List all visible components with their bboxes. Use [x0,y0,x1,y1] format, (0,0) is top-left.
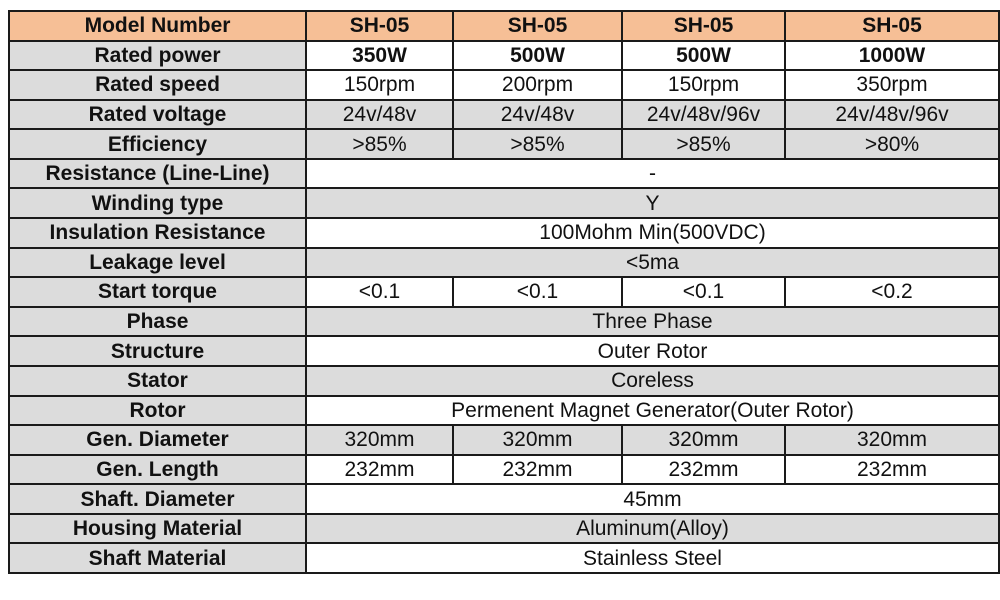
spec-row-label: Winding type [9,188,306,218]
spec-value: 320mm [785,425,999,455]
spec-row-label: Stator [9,366,306,396]
spec-value: 350rpm [785,70,999,100]
spec-value: >85% [622,129,785,159]
spec-value: 24v/48v [306,100,453,130]
spec-value: <0.1 [453,277,622,307]
spec-value: 150rpm [306,70,453,100]
spec-value: <0.2 [785,277,999,307]
spec-row [9,129,999,159]
spec-row-label: Shaft Material [9,543,306,573]
header-model-1: SH-05 [306,11,453,41]
spec-row [9,218,999,248]
header-model-3: SH-05 [622,11,785,41]
spec-value: <0.1 [306,277,453,307]
spec-row-label: Shaft. Diameter [9,484,306,514]
spec-value: <0.1 [622,277,785,307]
spec-row [9,336,999,366]
spec-row [9,514,999,544]
spec-row [9,277,999,307]
spec-row-label: Resistance (Line-Line) [9,159,306,189]
spec-row-label: Rotor [9,396,306,426]
spec-row [9,543,999,573]
spec-value: 200rpm [453,70,622,100]
spec-row-label: Phase [9,307,306,337]
spec-row-label: Rated voltage [9,100,306,130]
spec-value: 500W [453,41,622,71]
spec-value: >85% [453,129,622,159]
spec-value: 232mm [622,455,785,485]
spec-row [9,100,999,130]
spec-row [9,366,999,396]
spec-row [9,159,999,189]
spec-row-label: Rated power [9,41,306,71]
spec-row-label: Efficiency [9,129,306,159]
spec-table-body [9,11,999,573]
header-row [9,11,999,41]
spec-value: 350W [306,41,453,71]
spec-merged-value: Three Phase [306,307,999,337]
spec-row [9,188,999,218]
spec-row [9,484,999,514]
spec-value: 232mm [306,455,453,485]
spec-row [9,307,999,337]
spec-value: 320mm [622,425,785,455]
spec-value: 24v/48v [453,100,622,130]
spec-value: 150rpm [622,70,785,100]
spec-merged-value: Aluminum(Alloy) [306,514,999,544]
spec-row-label: Gen. Length [9,455,306,485]
spec-merged-value: Stainless Steel [306,543,999,573]
spec-merged-value: Y [306,188,999,218]
spec-value: 232mm [453,455,622,485]
spec-merged-value: Outer Rotor [306,336,999,366]
spec-value: 232mm [785,455,999,485]
spec-value: 500W [622,41,785,71]
spec-value: >80% [785,129,999,159]
spec-row [9,248,999,278]
spec-merged-value: Permenent Magnet Generator(Outer Rotor) [306,396,999,426]
header-model-4: SH-05 [785,11,999,41]
spec-row-label: Housing Material [9,514,306,544]
spec-row-label: Gen. Diameter [9,425,306,455]
spec-row [9,425,999,455]
spec-row-label: Leakage level [9,248,306,278]
spec-value: 1000W [785,41,999,71]
spec-row-label: Structure [9,336,306,366]
spec-row [9,70,999,100]
spec-merged-value: 45mm [306,484,999,514]
spec-row [9,396,999,426]
spec-row-label: Start torque [9,277,306,307]
spec-merged-value: Coreless [306,366,999,396]
spec-value: >85% [306,129,453,159]
spec-row-label: Insulation Resistance [9,218,306,248]
header-label: Model Number [9,11,306,41]
spec-merged-value: 100Mohm Min(500VDC) [306,218,999,248]
spec-value: 320mm [306,425,453,455]
header-model-2: SH-05 [453,11,622,41]
spec-row [9,41,999,71]
spec-merged-value: - [306,159,999,189]
spec-value: 24v/48v/96v [622,100,785,130]
spec-row [9,455,999,485]
spec-table [8,10,1000,574]
spec-value: 24v/48v/96v [785,100,999,130]
spec-row-label: Rated speed [9,70,306,100]
spec-value: 320mm [453,425,622,455]
spec-merged-value: <5ma [306,248,999,278]
